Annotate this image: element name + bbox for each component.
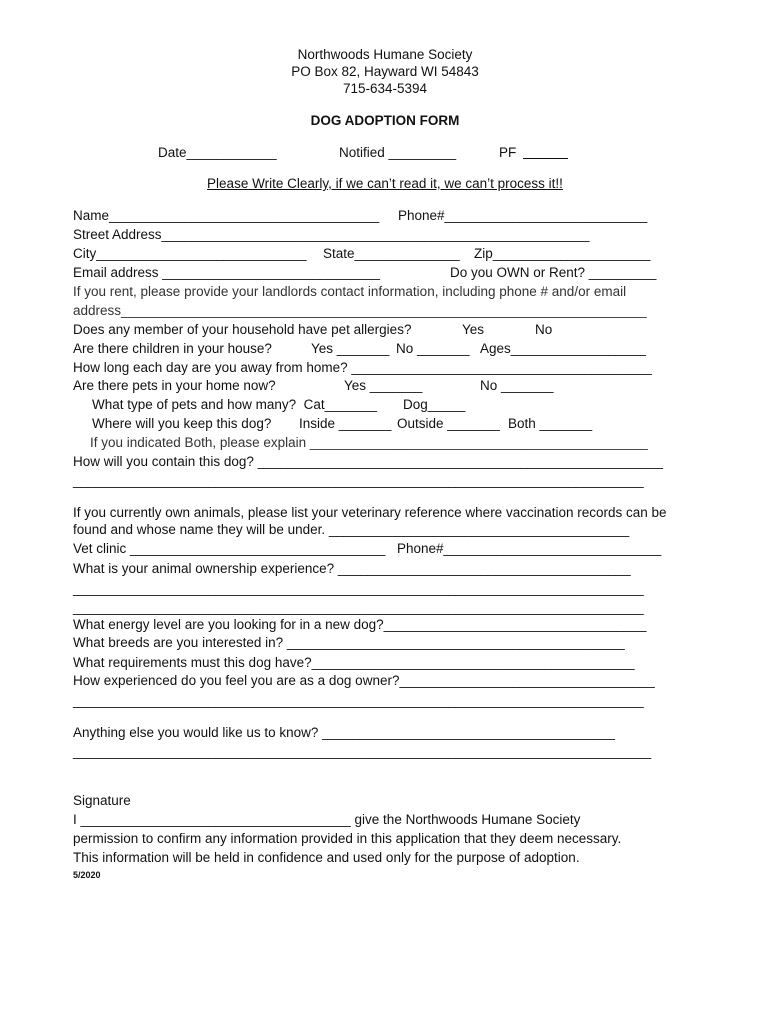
org-name: Northwoods Humane Society [297,47,473,62]
confidentiality-text: This information will be held in confidence and used only for the purpose of adoption. [73,850,580,865]
name-field[interactable]: Name____________________________________ [73,208,380,223]
email-field[interactable]: Email address _____________________________ [73,265,381,280]
vet-reference-field[interactable]: found and whose name they will be under. ________________________________________ [73,522,630,537]
contain-dog-field[interactable]: How will you contain this dog? ______________________________________________________ [73,454,664,469]
office-pf-label: PF [499,145,517,160]
office-date-field[interactable]: Date____________ [158,145,277,160]
revision-date: 5/2020 [73,870,101,880]
keep-dog-question: Where will you keep this dog? [92,416,272,431]
zip-field[interactable]: Zip_____________________ [474,246,651,261]
requirements-field[interactable]: What requirements must this dog have?___________________________________________ [73,655,635,670]
children-ages-field[interactable]: Ages__________________ [480,341,646,356]
pets-no-field[interactable]: No _______ [480,378,554,393]
pets-now-question: Are there pets in your home now? [73,378,276,393]
breeds-field[interactable]: What breeds are you interested in? _____________________________________________ [73,635,625,650]
write-clearly-notice: Please Write Clearly, if we can’t read it, we can’t process it!! [207,176,563,191]
pet-types-dog-field[interactable]: Dog_____ [403,397,466,412]
own-rent-field[interactable]: Do you OWN or Rent? _________ [450,265,657,280]
keep-both-field[interactable]: Both _______ [508,416,593,431]
ownership-experience-line-3[interactable]: ____________________________________________________________________________ [73,600,644,615]
state-field[interactable]: State______________ [323,246,460,261]
allergies-no-option[interactable]: No [535,322,553,337]
pets-yes-field[interactable]: Yes _______ [344,378,423,393]
org-address: PO Box 82, Hayward WI 54843 [291,64,479,79]
phone-field[interactable]: Phone#___________________________ [398,208,648,223]
allergies-question: Does any member of your household have pet allergies? [73,322,412,337]
keep-inside-field[interactable]: Inside _______ [299,416,392,431]
permission-text: permission to confirm any information provided in this application that they deem necessary. [73,831,622,846]
form-title: DOG ADOPTION FORM [310,113,460,128]
owner-experience-line-2[interactable]: ____________________________________________________________________________ [73,693,644,708]
anything-else-field[interactable]: Anything else you would like us to know? _______________________________________ [73,725,615,740]
street-address-field[interactable]: Street Address_________________________________________________________ [73,227,590,242]
org-phone: 715-634-5394 [342,81,428,96]
landlord-address-field[interactable]: address______________________________________________________________________ [73,303,647,318]
city-field[interactable]: City____________________________ [73,246,307,261]
vet-clinic-field[interactable]: Vet clinic __________________________________ [73,541,386,556]
contain-dog-field-line-2[interactable]: ____________________________________________________________________________ [73,473,644,488]
vet-reference-prompt: If you currently own animals, please list your veterinary reference where vaccination records can be [73,505,667,520]
owner-experience-field[interactable]: How experienced do you feel you are as a dog owner?__________________________________ [73,673,655,688]
children-yes-field[interactable]: Yes _______ [311,341,390,356]
both-explain-field[interactable]: If you indicated Both, please explain _____________________________________________ [90,435,648,450]
vet-phone-field[interactable]: Phone#_____________________________ [397,541,662,556]
anything-else-line-2[interactable]: _____________________________________________________________________________ [73,744,652,759]
keep-outside-field[interactable]: Outside _______ [397,416,500,431]
ownership-experience-line-2[interactable]: ____________________________________________________________________________ [73,581,644,596]
ownership-experience-field[interactable]: What is your animal ownership experience? _______________________________________ [73,561,631,576]
office-notified-field[interactable]: Notified _________ [339,145,457,160]
pet-types-cat-field[interactable]: What type of pets and how many? Cat_______ [92,397,378,412]
time-away-field[interactable]: How long each day are you away from home? ________________________________________ [73,360,652,375]
children-no-field[interactable]: No _______ [396,341,470,356]
children-question: Are there children in your house? [73,341,272,356]
landlord-prompt: If you rent, please provide your landlords contact information, including phone # and/or email [73,284,627,299]
office-pf-field[interactable] [523,144,611,162]
allergies-yes-option[interactable]: Yes [462,322,485,337]
signature-label: Signature [73,793,131,808]
signature-field[interactable]: I ____________________________________ give the Northwoods Humane Society [73,812,581,827]
energy-level-field[interactable]: What energy level are you looking for in a new dog?___________________________________ [73,617,647,632]
